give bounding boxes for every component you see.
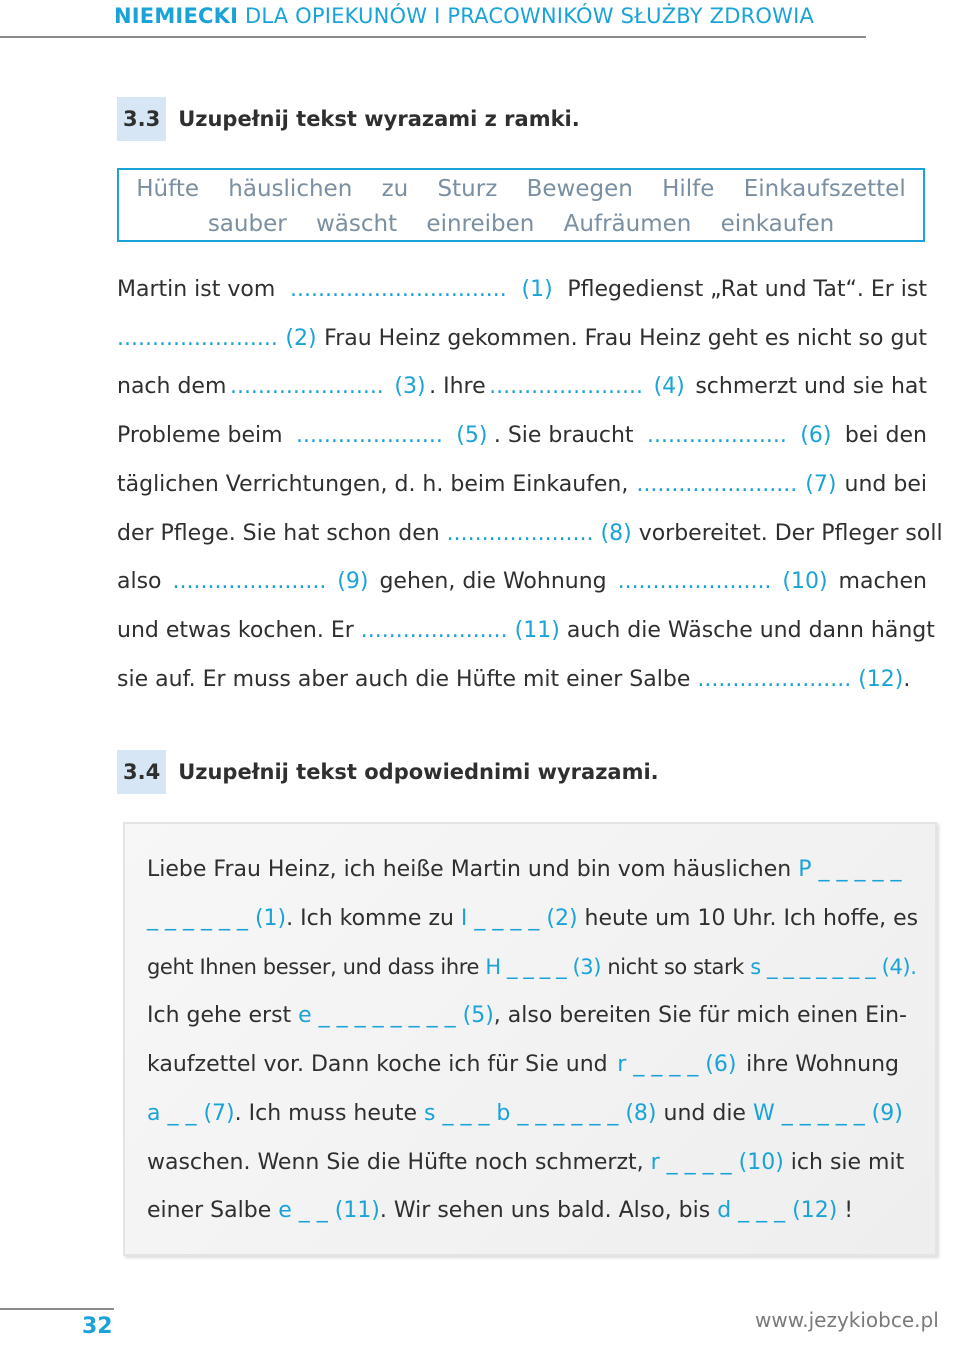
footer-url[interactable]: www.jezykiobce.pl <box>755 1308 939 1332</box>
blank-10[interactable]: ...................... <box>617 569 772 594</box>
text: Martin ist vom <box>117 277 283 302</box>
text: bei den <box>844 423 927 448</box>
text: der Pflege. Sie hat schon den <box>117 521 447 546</box>
gap-12[interactable]: d _ _ _ (12) <box>717 1198 838 1223</box>
page-number: 32 <box>82 1314 113 1339</box>
text: ich sie mit <box>783 1150 905 1175</box>
text: gehen, die Wohnung <box>379 569 614 594</box>
text: ihre Wohnung <box>739 1052 899 1077</box>
word-box-line-2: sauber wäscht einreiben Aufräumen einkaufen <box>207 211 835 237</box>
letter-line-5 <box>147 1052 899 1077</box>
gap-4[interactable]: s _ _ _ _ _ _ _ (4). <box>750 955 917 979</box>
blank-number: (1) <box>514 277 560 302</box>
text: Ich gehe erst <box>147 1003 299 1028</box>
text: Probleme beim <box>117 423 290 448</box>
text: Frau Heinz gekommen. Frau Heinz geht es nicht so gut <box>324 326 927 351</box>
gap-9[interactable]: W _ _ _ _ _ (9) <box>752 1101 903 1126</box>
section-number: 3.3 <box>117 97 166 141</box>
blank-number: (3) <box>387 374 426 399</box>
letter-box <box>123 822 937 1256</box>
exercise-line-8 <box>117 618 935 643</box>
blank-number: (2) <box>278 326 324 351</box>
exercise-line-5 <box>117 472 927 497</box>
text: sie auf. Er muss aber auch die Hüfte mit einer Salbe <box>117 667 698 692</box>
exercise-line-7 <box>117 569 927 594</box>
gap-6[interactable]: r _ _ _ _ (6) <box>617 1052 737 1077</box>
letter-line-2 <box>147 906 919 931</box>
exercise-line-9 <box>117 667 927 692</box>
blank-number: (4) <box>646 374 692 399</box>
text: . Ich komme zu <box>286 906 461 931</box>
blank-number: (7) <box>798 472 844 497</box>
text: vorbereitet. Der Pfleger soll <box>638 521 943 546</box>
gap-11[interactable]: e _ _ (11) <box>278 1198 380 1223</box>
text: . Ihre <box>429 374 486 399</box>
blank-number: (10) <box>775 569 835 594</box>
blank-6[interactable]: .................... <box>646 423 787 448</box>
word-box <box>117 168 925 242</box>
gap-1-start[interactable]: P _ _ _ _ _ <box>798 857 902 882</box>
letter-line-7 <box>147 1150 905 1175</box>
section-title: Uzupełnij tekst odpowiednimi wyrazami. <box>178 760 659 784</box>
gap-10[interactable]: r _ _ _ _ (10) <box>650 1150 784 1175</box>
blank-1[interactable]: ............................... <box>290 277 507 302</box>
text: machen <box>838 569 927 594</box>
text: waschen. Wenn Sie die Hüfte noch schmerzt, <box>147 1150 651 1175</box>
gap-2[interactable]: I _ _ _ _ (2) <box>460 906 578 931</box>
exercise-line-2 <box>117 326 927 351</box>
exercise-line-4 <box>117 423 927 448</box>
blank-number: (9) <box>330 569 376 594</box>
header-title-rest: DLA OPIEKUNÓW I PRACOWNIKÓW SŁUŻBY ZDROWIA <box>238 4 815 28</box>
gap-1-end[interactable]: _ _ _ _ _ _ (1) <box>147 906 287 931</box>
blank-8[interactable]: ..................... <box>446 521 594 546</box>
blank-2[interactable]: ....................... <box>117 326 278 351</box>
word-box-line-1: Hüfte häuslichen zu Sturz Bewegen Hilfe Einkaufszettel <box>136 176 906 202</box>
letter-line-1 <box>147 857 902 882</box>
header-title <box>114 4 814 28</box>
text: also <box>117 569 169 594</box>
exercise-line-1 <box>117 277 927 302</box>
text: und etwas kochen. Er <box>117 618 361 643</box>
gap-7[interactable]: a _ _ (7) <box>147 1101 235 1126</box>
footer-divider <box>0 1308 114 1310</box>
text: kaufzettel vor. Dann koche ich für Sie und <box>147 1052 615 1077</box>
section-title: Uzupełnij tekst wyrazami z ramki. <box>178 107 580 131</box>
text: Pflegedienst „Rat und Tat“. Er ist <box>567 277 927 302</box>
text: geht Ihnen besser, und dass ihre <box>147 955 486 979</box>
blank-4[interactable]: ...................... <box>489 374 644 399</box>
text: . Sie braucht <box>493 423 641 448</box>
text: und die <box>656 1101 753 1126</box>
letter-line-4 <box>147 1003 907 1028</box>
text: einer Salbe <box>147 1198 279 1223</box>
text: . Wir sehen uns bald. Also, bis <box>379 1198 718 1223</box>
blank-number: (12) <box>851 667 904 692</box>
blank-number: (8) <box>593 521 639 546</box>
section-number: 3.4 <box>117 750 166 794</box>
gap-3[interactable]: H _ _ _ _ (3) <box>485 955 602 979</box>
header-title-bold: NIEMIECKI <box>114 4 239 28</box>
gap-5[interactable]: e _ _ _ _ _ _ _ _ (5) <box>298 1003 494 1028</box>
blank-3[interactable]: ...................... <box>229 374 384 399</box>
text: auch die Wäsche und dann hängt <box>566 618 935 643</box>
text: . Ich muss heute <box>234 1101 424 1126</box>
blank-7[interactable]: ....................... <box>636 472 798 497</box>
blank-number: (11) <box>507 618 567 643</box>
blank-5[interactable]: ..................... <box>295 423 443 448</box>
blank-9[interactable]: ...................... <box>172 569 327 594</box>
blank-number: (6) <box>793 423 839 448</box>
text: schmerzt und sie hat <box>695 374 927 399</box>
exercise-line-3 <box>117 374 927 399</box>
text: Liebe Frau Heinz, ich heiße Martin und bin vom häuslichen <box>147 857 799 882</box>
section-3-4-heading <box>117 750 659 794</box>
text: heute um 10 Uhr. Ich hoffe, es <box>577 906 919 931</box>
page-header <box>0 0 866 38</box>
blank-12[interactable]: ...................... <box>697 667 852 692</box>
section-3-3-heading <box>117 97 580 141</box>
letter-line-8 <box>147 1198 899 1223</box>
text: ! <box>837 1198 854 1223</box>
text: nicht so stark <box>601 955 751 979</box>
text: und bei <box>844 472 927 497</box>
exercise-line-6 <box>117 521 943 546</box>
letter-line-3 <box>147 955 917 979</box>
blank-11[interactable]: ..................... <box>360 618 508 643</box>
text: . <box>903 667 911 692</box>
letter-line-6 <box>147 1101 903 1126</box>
gap-8[interactable]: s _ _ _ b _ _ _ _ _ _ (8) <box>424 1101 657 1126</box>
blank-number: (5) <box>449 423 488 448</box>
text: täglichen Verrichtungen, d. h. beim Einkaufen, <box>117 472 636 497</box>
text: nach dem <box>117 374 227 399</box>
text: , also bereiten Sie für mich einen Ein- <box>493 1003 907 1028</box>
